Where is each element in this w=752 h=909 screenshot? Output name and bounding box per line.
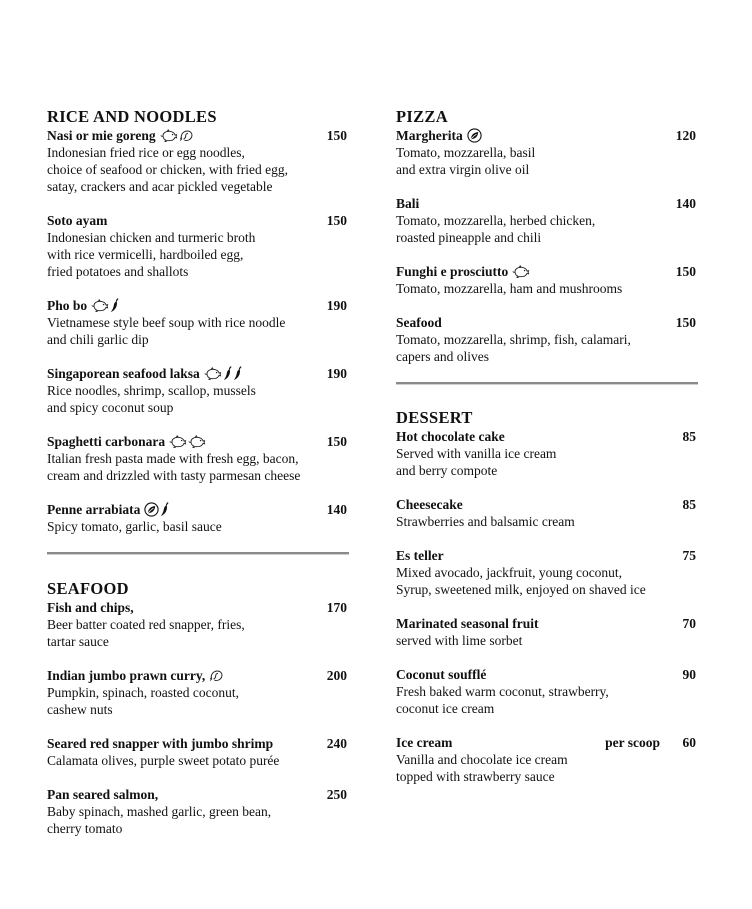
menu-item-price: 60: [682, 735, 696, 750]
dietary-icons: [209, 669, 223, 682]
menu-item: [396, 547, 698, 598]
menu-item-description: Rice noodles, shrimp, scallop, mussels and spicy coconut soup: [47, 383, 256, 415]
section-title: SEAFOOD: [47, 579, 129, 598]
menu-item-price: 150: [675, 315, 696, 330]
menu-item-header: [396, 615, 698, 632]
dietary-icons: [160, 129, 193, 142]
menu-item-description: Mixed avocado, jackfruit, young coconut, Syrup, sweetened milk, enjoyed on shaved ice: [396, 565, 646, 597]
menu-item-name: Indian jumbo prawn curry,: [47, 668, 206, 683]
pork-icon: [204, 367, 222, 380]
menu-item-name: Margherita: [396, 128, 463, 143]
menu-item-price: 150: [326, 128, 347, 143]
chili-icon: [223, 366, 232, 381]
chili-icon: [110, 298, 119, 313]
menu-item-price: 190: [326, 366, 347, 381]
menu-item: [47, 433, 349, 484]
shellfish-icon: [209, 669, 223, 682]
menu-item-description: Spicy tomato, garlic, basil sauce: [47, 519, 222, 534]
menu-item-price: 70: [682, 616, 696, 631]
menu-item-description: Baby spinach, mashed garlic, green bean, cherry tomato: [47, 804, 272, 836]
menu-item-price: 140: [326, 502, 347, 517]
menu-item-header: [47, 127, 349, 144]
menu-item-description: Tomato, mozzarella, herbed chicken, roasted pineapple and chili: [396, 213, 596, 245]
chili-icon: [233, 366, 242, 381]
dietary-icons: [204, 366, 242, 381]
menu-item-header: [396, 127, 698, 144]
menu-item-price: 150: [326, 213, 347, 228]
menu-item-description: Vanilla and chocolate ice cream topped with strawberry sauce: [396, 752, 568, 784]
menu-item: [396, 195, 698, 246]
pork-icon: [91, 299, 109, 312]
pork-icon: [160, 129, 178, 142]
dietary-icons: [467, 128, 482, 143]
section-title: DESSERT: [396, 408, 473, 427]
menu-item-header: [47, 212, 349, 229]
vegetarian-icon: [144, 502, 159, 517]
menu-item-name: Ice cream: [396, 735, 453, 750]
menu-item-price: 140: [675, 196, 696, 211]
dietary-icons: [144, 502, 169, 517]
menu-item-description: Served with vanilla ice cream and berry compote: [396, 446, 557, 478]
menu-item: [396, 127, 698, 178]
dietary-icons: [169, 435, 206, 448]
menu-item-price: 85: [682, 429, 696, 444]
menu-item-price: 240: [326, 736, 347, 751]
section-pizza: [396, 107, 698, 365]
pork-icon: [188, 435, 206, 448]
menu-item-note: per scoop: [605, 735, 660, 750]
menu-item-name: Pan seared salmon,: [47, 787, 159, 802]
dietary-icons: [91, 298, 119, 313]
menu-item: [47, 212, 349, 280]
chili-icon: [160, 502, 169, 517]
menu-item-header: [47, 667, 349, 684]
left-column: [47, 107, 349, 854]
menu-item: [47, 501, 349, 535]
menu-item-price: 150: [675, 264, 696, 279]
menu-item: [396, 263, 698, 297]
menu-item-header: [47, 501, 349, 518]
right-column: [396, 107, 698, 802]
section-dessert: [396, 408, 698, 785]
menu-item-description: Beer batter coated red snapper, fries, tartar sauce: [47, 617, 245, 649]
menu-item-header: [47, 786, 349, 803]
menu-item-price: 250: [326, 787, 347, 802]
menu-item-description: Tomato, mozzarella, shrimp, fish, calamari, capers and olives: [396, 332, 631, 364]
menu-item: [396, 734, 698, 785]
menu-item-description: Strawberries and balsamic cream: [396, 514, 575, 529]
menu-item-description: Calamata olives, purple sweet potato purée: [47, 753, 280, 768]
section-divider: [47, 552, 349, 555]
menu-item-name: Marinated seasonal fruit: [396, 616, 539, 631]
menu-item-description: served with lime sorbet: [396, 633, 523, 648]
menu-item: [396, 428, 698, 479]
dietary-icons: [512, 265, 530, 278]
menu-item-description: Indonesian chicken and turmeric broth with rice vermicelli, hardboiled egg, fried potatoes and shallots: [47, 230, 256, 279]
menu-item-name: Penne arrabiata: [47, 502, 141, 517]
menu-item-price: 150: [326, 434, 347, 449]
section-divider: [396, 382, 698, 385]
menu-item: [396, 615, 698, 649]
menu-item: [47, 127, 349, 195]
menu-item: [47, 667, 349, 718]
menu-item-name: Singaporean seafood laksa: [47, 366, 200, 381]
menu-item-header: [396, 195, 698, 212]
menu-item-name: Soto ayam: [47, 213, 108, 228]
menu-item-header: [47, 433, 349, 450]
menu-item-price: 200: [326, 668, 347, 683]
menu-item: [396, 314, 698, 365]
menu-item-header: [47, 365, 349, 382]
menu-item: [47, 365, 349, 416]
menu-item-name: Hot chocolate cake: [396, 429, 505, 444]
menu-item-name: Pho bo: [47, 298, 88, 313]
menu-item-price: 120: [675, 128, 696, 143]
menu-item: [396, 666, 698, 717]
section-rice-and-noodles: [47, 107, 349, 535]
menu-item-header: [47, 297, 349, 314]
menu-item-header: [396, 547, 698, 564]
menu-item-name: Es teller: [396, 548, 444, 563]
menu-item-name: Funghi e prosciutto: [396, 264, 509, 279]
menu-item-name: Nasi or mie goreng: [47, 128, 156, 143]
menu-item-name: Coconut soufflé: [396, 667, 487, 682]
menu-item-description: Tomato, mozzarella, basil and extra virgin olive oil: [396, 145, 536, 177]
menu-item-description: Indonesian fried rice or egg noodles, choice of seafood or chicken, with fried egg, satay, crackers and acar pickled vegetable: [47, 145, 289, 194]
section-seafood: [47, 579, 349, 837]
menu-item-name: Spaghetti carbonara: [47, 434, 166, 449]
menu-item-header: [47, 599, 349, 616]
menu-item-name: Seared red snapper with jumbo shrimp: [47, 736, 274, 751]
menu-item-price: 75: [682, 548, 696, 563]
section-title: PIZZA: [396, 107, 448, 126]
menu-item-header: [396, 428, 698, 445]
menu-item-price: 90: [682, 667, 696, 682]
menu-item-name: Bali: [396, 196, 420, 211]
shellfish-icon: [179, 129, 193, 142]
pork-icon: [512, 265, 530, 278]
menu-item-name: Seafood: [396, 315, 442, 330]
menu-item: [47, 735, 349, 769]
menu-item-price: 170: [326, 600, 347, 615]
menu-item-header: [47, 735, 349, 752]
vegetarian-icon: [467, 128, 482, 143]
menu-item-price: 85: [682, 497, 696, 512]
menu-item-description: Tomato, mozzarella, ham and mushrooms: [396, 281, 623, 296]
pork-icon: [169, 435, 187, 448]
menu-item-name: Cheesecake: [396, 497, 463, 512]
menu-item-description: Vietnamese style beef soup with rice noodle and chili garlic dip: [47, 315, 286, 347]
menu-item-description: Fresh baked warm coconut, strawberry, coconut ice cream: [396, 684, 609, 716]
menu-item: [396, 496, 698, 530]
menu-item-name: Fish and chips,: [47, 600, 134, 615]
menu-item-header: [396, 314, 698, 331]
menu-item: [47, 599, 349, 650]
menu-item-description: Italian fresh pasta made with fresh egg, bacon, cream and drizzled with tasty parmesan cheese: [47, 451, 301, 483]
menu-item-header: [396, 666, 698, 683]
section-title: RICE AND NOODLES: [47, 107, 217, 126]
menu-item-description: Pumpkin, spinach, roasted coconut, cashew nuts: [47, 685, 239, 717]
menu-item-header: [396, 734, 698, 751]
menu-item: [47, 786, 349, 837]
menu-item-price: 190: [326, 298, 347, 313]
menu-item-header: [396, 263, 698, 280]
menu-item: [47, 297, 349, 348]
menu-item-header: [396, 496, 698, 513]
